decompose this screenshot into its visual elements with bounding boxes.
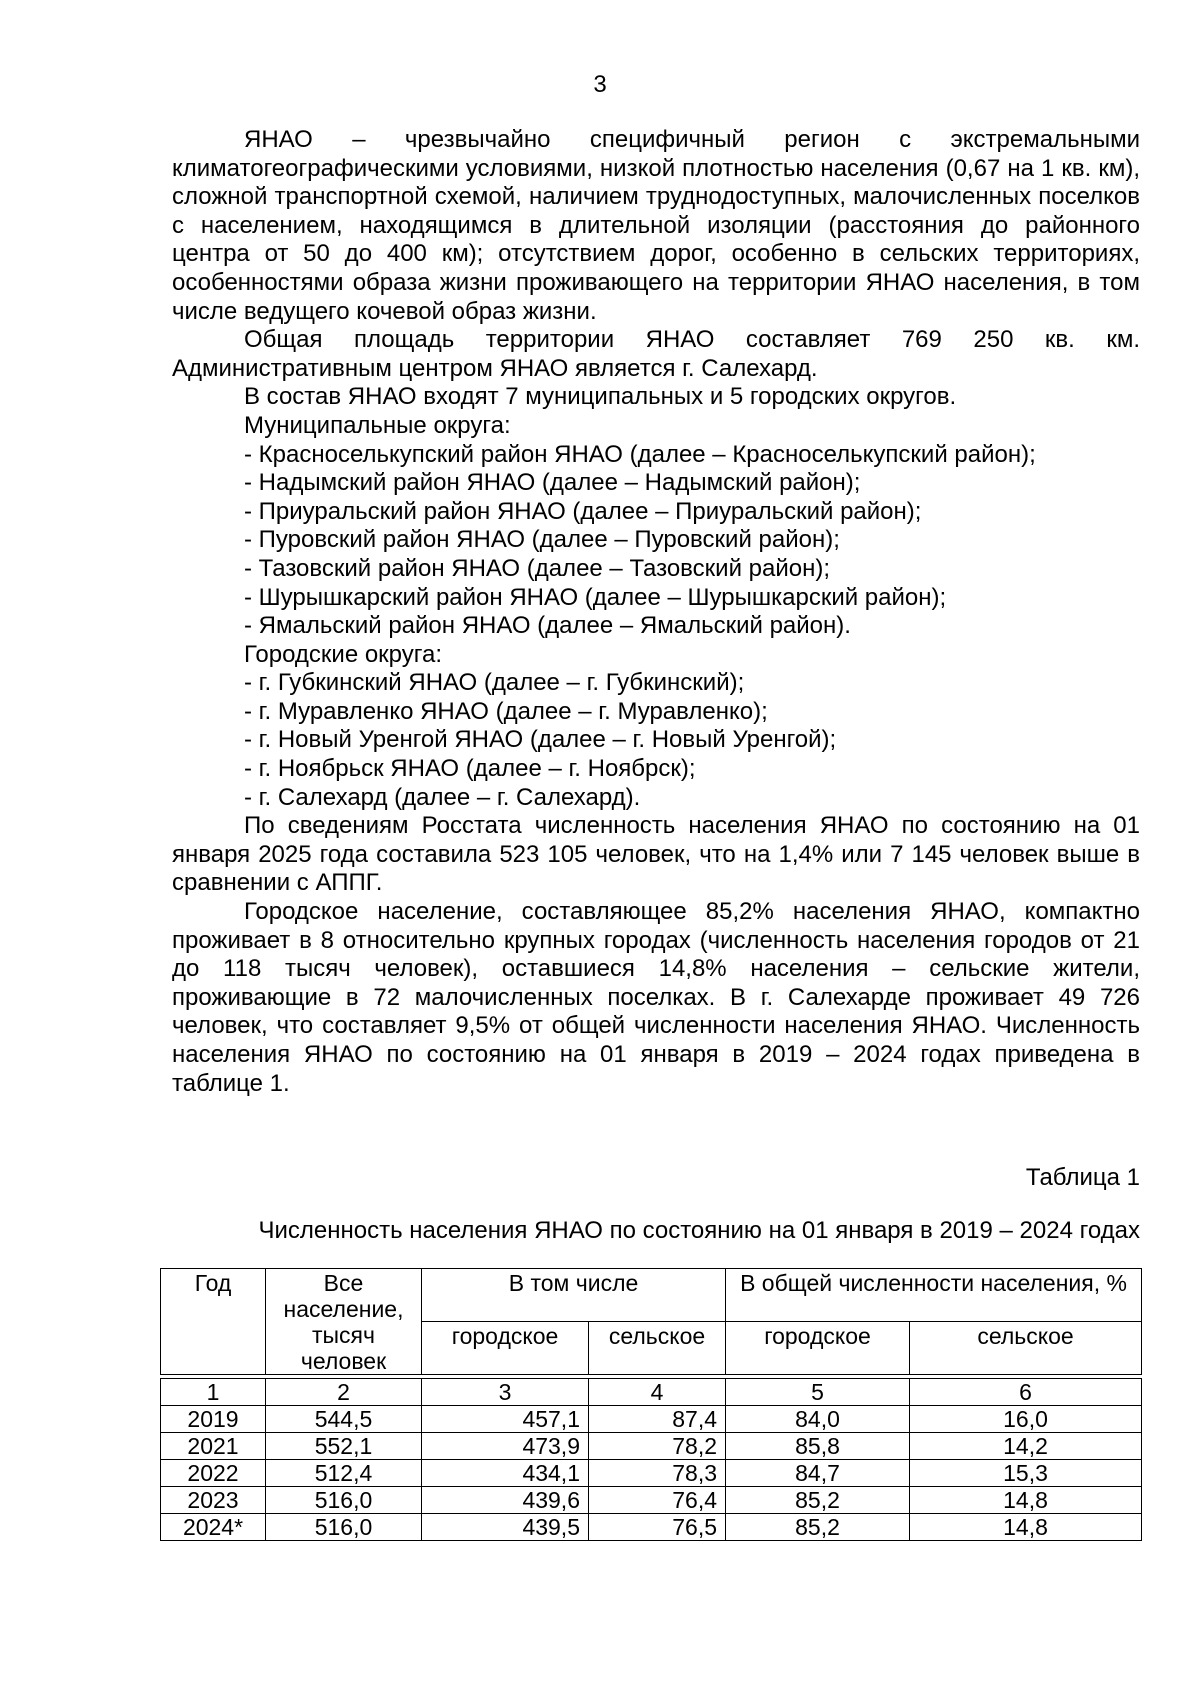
- header-including: В том числе: [422, 1269, 726, 1322]
- urban-pct-cell: 85,2: [726, 1487, 910, 1514]
- column-number: 1: [161, 1379, 266, 1406]
- total-cell: 516,0: [266, 1487, 422, 1514]
- rural-pct-cell: 16,0: [910, 1406, 1142, 1433]
- column-numbers-row: [161, 1379, 1142, 1406]
- table-caption: Таблица 1: [1025, 1164, 1140, 1191]
- year-cell: 2019: [161, 1406, 266, 1433]
- list-item: - г. Муравленко ЯНАО (далее – г. Муравленко);: [244, 697, 768, 725]
- list-item: - Шурышкарский район ЯНАО (далее – Шурышкарский район);: [244, 583, 947, 611]
- table-row: [161, 1460, 1142, 1487]
- city-districts-heading: Городские округа:: [244, 640, 442, 668]
- header-year: Год: [161, 1269, 266, 1375]
- rural-pct-cell: 15,3: [910, 1460, 1142, 1487]
- list-item: - г. Новый Уренгой ЯНАО (далее – г. Новый Уренгой);: [244, 726, 837, 754]
- table-body: [161, 1379, 1142, 1541]
- header-share: В общей численности населения, %: [726, 1269, 1142, 1322]
- population-table: [160, 1268, 1142, 1541]
- header-urban: городское: [422, 1322, 589, 1375]
- column-number: 5: [726, 1379, 910, 1406]
- paragraph-rosstat: По сведениям Росстата численность населения ЯНАО по состоянию на 01 января 2025 года составила 523 105 человек, что на 1,4% или 7 145 человек выше в сравнении с АППГ.: [172, 812, 1140, 897]
- urban-cell: 434,1: [422, 1460, 589, 1487]
- list-item: - Приуральский район ЯНАО (далее – Приуральский район);: [244, 497, 922, 525]
- column-number: 2: [266, 1379, 422, 1406]
- municipal-districts-heading: Муниципальные округа:: [244, 411, 511, 439]
- urban-pct-cell: 85,8: [726, 1433, 910, 1460]
- urban-pct-cell: 84,0: [726, 1406, 910, 1433]
- list-item: - Пуровский район ЯНАО (далее – Пуровский район);: [244, 526, 840, 554]
- list-item: - Красноселькупский район ЯНАО (далее – Красноселькупский район);: [244, 440, 1036, 468]
- list-item: - Тазовский район ЯНАО (далее – Тазовский район);: [244, 554, 831, 582]
- column-number: 4: [589, 1379, 726, 1406]
- column-number: 3: [422, 1379, 589, 1406]
- year-cell: 2022: [161, 1460, 266, 1487]
- list-item: - г. Салехард (далее – г. Салехард).: [244, 783, 641, 811]
- list-item: - Ямальский район ЯНАО (далее – Ямальский район).: [244, 612, 851, 640]
- table-row: [161, 1487, 1142, 1514]
- body-text: [172, 126, 1140, 1098]
- table-row: [161, 1514, 1142, 1541]
- total-cell: 512,4: [266, 1460, 422, 1487]
- list-item: - Надымский район ЯНАО (далее – Надымский район);: [244, 469, 861, 497]
- table-row: [161, 1406, 1142, 1433]
- year-cell: 2024*: [161, 1514, 266, 1541]
- list-item: - г. Ноябрьск ЯНАО (далее – г. Ноябрск);: [244, 755, 696, 783]
- paragraph-region-description: ЯНАО – чрезвычайно специфичный регион с экстремальными климатогеографическими условиями, низкой плотностью населения (0,67 на 1 кв. км), сложной транспортной схемой, наличием труднодоступных, малочисленных поселков с населением, находящимся в длительной изоляции (расстояния до районного центра от 50 до 400 км); отсутствием дорог, особенно в сельских территориях, особенностями образа жизни проживающего на территории ЯНАО населения, в том числе ведущего кочевой образ жизни.: [172, 126, 1140, 325]
- paragraph-urban-population: Городское население, составляющее 85,2% населения ЯНАО, компактно проживает в 8 относительно крупных городах (численность населения городов от 21 до 118 тысяч человек), оставшиеся 14,8% населения – сельские жители, проживающие в 72 малочисленных поселках. В г. Салехарде проживает 49 726 человек, что составляет 9,5% от общей численности населения ЯНАО. Численность населения ЯНАО по состоянию на 01 января в 2019 – 2024 годах приведена в таблице 1.: [172, 898, 1140, 1097]
- urban-cell: 457,1: [422, 1406, 589, 1433]
- urban-cell: 439,5: [422, 1514, 589, 1541]
- urban-pct-cell: 85,2: [726, 1514, 910, 1541]
- header-rural: сельское: [589, 1322, 726, 1375]
- paragraph-area: Общая площадь территории ЯНАО составляет 769 250 кв. км. Административным центром ЯНАО является г. Салехард.: [172, 326, 1140, 382]
- table-row: [161, 1433, 1142, 1460]
- year-cell: 2023: [161, 1487, 266, 1514]
- rural-cell: 76,4: [589, 1487, 726, 1514]
- urban-pct-cell: 84,7: [726, 1460, 910, 1487]
- urban-cell: 439,6: [422, 1487, 589, 1514]
- rural-cell: 78,2: [589, 1433, 726, 1460]
- header-urban-pct: городское: [726, 1322, 910, 1375]
- list-item: - г. Губкинский ЯНАО (далее – г. Губкинский);: [244, 669, 745, 697]
- table-title: Численность населения ЯНАО по состоянию на 01 января в 2019 – 2024 годах: [258, 1217, 1140, 1244]
- column-number: 6: [910, 1379, 1142, 1406]
- rural-cell: 76,5: [589, 1514, 726, 1541]
- rural-pct-cell: 14,8: [910, 1487, 1142, 1514]
- rural-cell: 78,3: [589, 1460, 726, 1487]
- header-total: Все население, тысяч человек: [266, 1269, 422, 1375]
- urban-cell: 473,9: [422, 1433, 589, 1460]
- total-cell: 552,1: [266, 1433, 422, 1460]
- page-number: 3: [593, 71, 607, 98]
- total-cell: 544,5: [266, 1406, 422, 1433]
- rural-cell: 87,4: [589, 1406, 726, 1433]
- paragraph-composition: В состав ЯНАО входят 7 муниципальных и 5 городских округов.: [244, 383, 957, 411]
- rural-pct-cell: 14,8: [910, 1514, 1142, 1541]
- total-cell: 516,0: [266, 1514, 422, 1541]
- rural-pct-cell: 14,2: [910, 1433, 1142, 1460]
- year-cell: 2021: [161, 1433, 266, 1460]
- header-rural-pct: сельское: [910, 1322, 1142, 1375]
